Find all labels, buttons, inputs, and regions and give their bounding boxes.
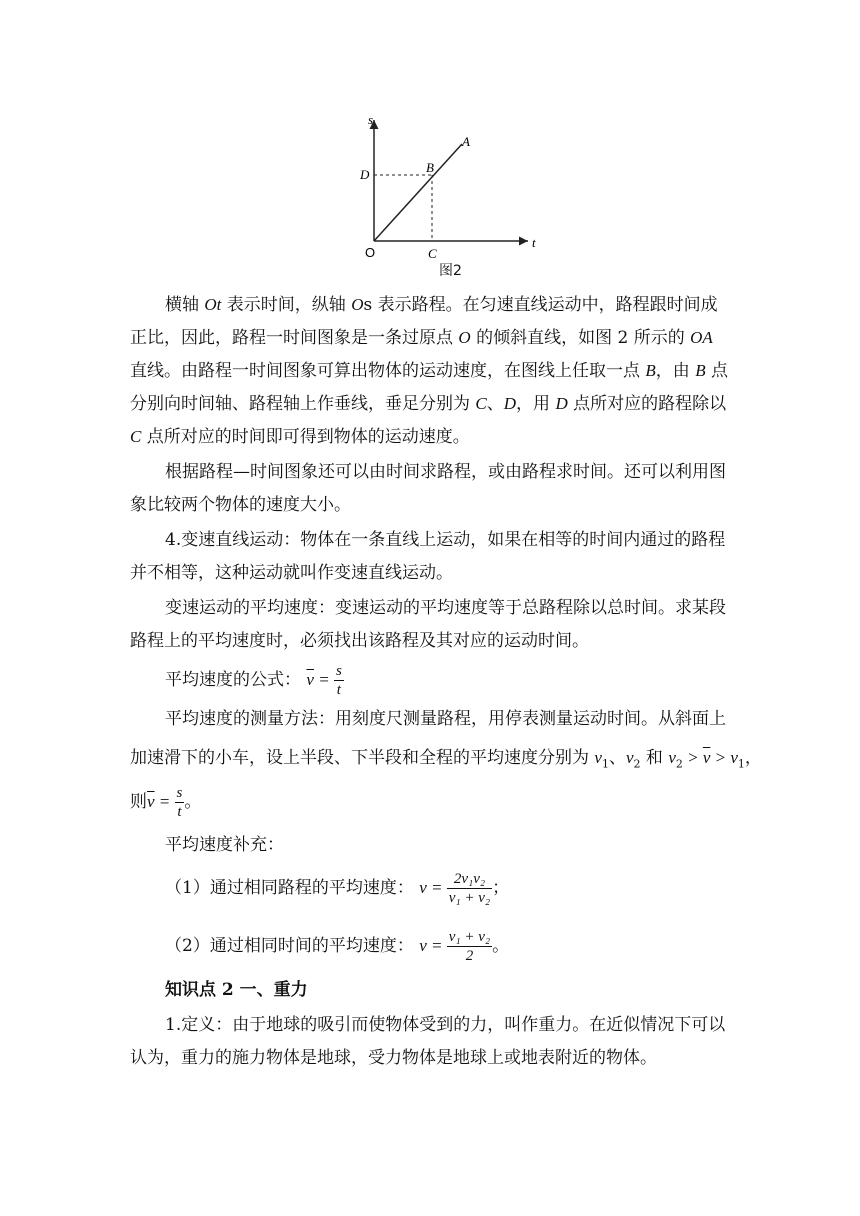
para7-line1: 1.定义：由于地球的吸引而使物体受到的力，叫作重力。在近似情况下可以 <box>165 1015 726 1035</box>
formula-label: 平均速度的公式： <box>165 670 301 690</box>
equals: = <box>154 792 175 811</box>
label-D: D <box>360 167 370 182</box>
v2: v <box>625 748 634 767</box>
para4-line2: 路程上的平均速度时，必须找出该路程及其对应的运动时间。 <box>130 631 589 651</box>
equals: = <box>313 670 334 689</box>
greater-than: > <box>682 748 703 767</box>
period: 。 <box>492 936 510 956</box>
var-O: O <box>351 295 364 314</box>
greater-than: > <box>710 748 731 767</box>
para1-line4 <box>130 393 730 415</box>
para2-line2: 象比较两个物体的速度大小。 <box>130 495 351 515</box>
distance-time-graph <box>352 108 542 280</box>
comma: ， <box>744 748 762 768</box>
text: 表示时间，纵轴 <box>221 295 352 315</box>
var-C: C <box>130 427 142 446</box>
label-A: A <box>462 134 470 149</box>
separator: 、 <box>608 748 626 768</box>
text: 分别向时间轴、路程轴上作垂线，垂足分别为 <box>130 394 476 414</box>
var-C: C <box>475 394 487 413</box>
var-O: O <box>458 328 471 347</box>
numerator: s <box>176 785 183 801</box>
line-OA <box>374 144 462 241</box>
var-D: D <box>503 394 517 413</box>
label-C: C <box>428 246 437 261</box>
var-B: B <box>645 361 656 380</box>
text: 直线。由路程一时间图象可算出物体的运动速度，在图线上任取一点 <box>130 361 646 381</box>
v2: v <box>668 748 676 767</box>
text: 点 <box>705 361 728 381</box>
para1-line5 <box>130 426 730 448</box>
para1-line1 <box>165 294 765 316</box>
text: s 表示路程。在匀速直线运动中，路程跟时间成 <box>363 295 718 315</box>
average-speed-formula <box>165 662 765 702</box>
text: ，用 <box>516 394 556 414</box>
para3-line1: 4.变速直线运动：物体在一条直线上运动，如果在相等的时间内通过的路程 <box>165 530 726 550</box>
fraction-mean <box>447 928 492 965</box>
denominator: 2 <box>465 948 474 964</box>
text: 加速滑下的小车，设上半段、下半段和全程的平均速度分别为 <box>130 748 589 768</box>
sub-1: 1 <box>601 757 609 771</box>
and: 和 <box>640 748 669 768</box>
var-OA: OA <box>690 328 713 347</box>
supp-label: （2）通过相同时间的平均速度： <box>165 936 414 956</box>
text: 的倾斜直线，如图 2 所示的 <box>470 328 691 348</box>
fraction-harmonic <box>447 870 492 907</box>
label-t: t <box>532 235 536 250</box>
v-bar: $\overline{v}$ <box>306 670 314 689</box>
v-bar: $\overline{v}$ <box>147 792 155 811</box>
denominator: v₁ + v₂ <box>448 890 491 906</box>
text: 横轴 <box>165 295 205 315</box>
para5-line1: 平均速度的测量方法：用刻度尺测量路程，用停表测量运动时间。从斜面上 <box>165 709 726 729</box>
text: 点所对应的路程除以 <box>567 394 727 414</box>
graph-svg <box>352 108 542 280</box>
fraction-s-over-t <box>175 784 185 821</box>
label-B: B <box>426 160 434 175</box>
text: 点所对应的时间即可得到物体的运动速度。 <box>141 427 470 447</box>
text: 、 <box>486 394 504 414</box>
para5-line2 <box>130 747 762 775</box>
label-O: O <box>365 245 376 260</box>
section-heading: 知识点 2 一、重力 <box>165 980 308 1000</box>
supplement-1 <box>165 870 765 916</box>
numerator: v₁ + v₂ <box>448 929 491 945</box>
label-s: s <box>368 112 374 127</box>
para1-line2 <box>130 327 730 349</box>
var-Ot: Ot <box>204 295 222 314</box>
para2-line1: 根据路程—时间图象还可以由时间求路程，或由路程求时间。还可以利用图 <box>165 462 726 482</box>
v-bar: $\overline{v}$ <box>702 748 711 767</box>
denominator: t <box>336 682 341 698</box>
para1-line3 <box>130 360 730 382</box>
para3-line2: 并不相等，这种运动就叫作变速直线运动。 <box>130 563 453 583</box>
text: ，由 <box>655 361 696 381</box>
period: 。 <box>184 792 202 812</box>
var-D: D <box>555 394 568 413</box>
para5-line3 <box>130 784 730 824</box>
semicolon: ； <box>492 878 510 898</box>
numerator: 2v₁v₂ <box>447 870 492 889</box>
text: 则 <box>130 792 147 812</box>
text: 正比，因此，路程一时间图象是一条过原点 <box>130 328 459 348</box>
numerator: s <box>335 663 342 679</box>
supp-label: （1）通过相同路程的平均速度： <box>165 878 414 898</box>
sub-2: 2 <box>633 757 641 771</box>
para4-line1: 变速运动的平均速度：变速运动的平均速度等于总路程除以总时间。求某段 <box>165 598 726 618</box>
denominator: t <box>177 804 182 820</box>
sub-1: 1 <box>737 757 745 771</box>
supplement-2 <box>165 928 765 974</box>
v1: v <box>730 748 738 767</box>
para7-line2: 认为，重力的施力物体是地球，受力物体是地球上或地表附近的物体。 <box>130 1048 657 1068</box>
fraction-s-over-t <box>334 662 344 699</box>
lhs: v = <box>419 936 447 955</box>
sub-2: 2 <box>675 757 683 771</box>
para6-line1: 平均速度补充： <box>165 835 284 855</box>
v1: v <box>594 748 602 767</box>
lhs: v = <box>419 878 447 897</box>
var-B: B <box>695 361 706 380</box>
figure-caption: 图2 <box>439 263 462 279</box>
